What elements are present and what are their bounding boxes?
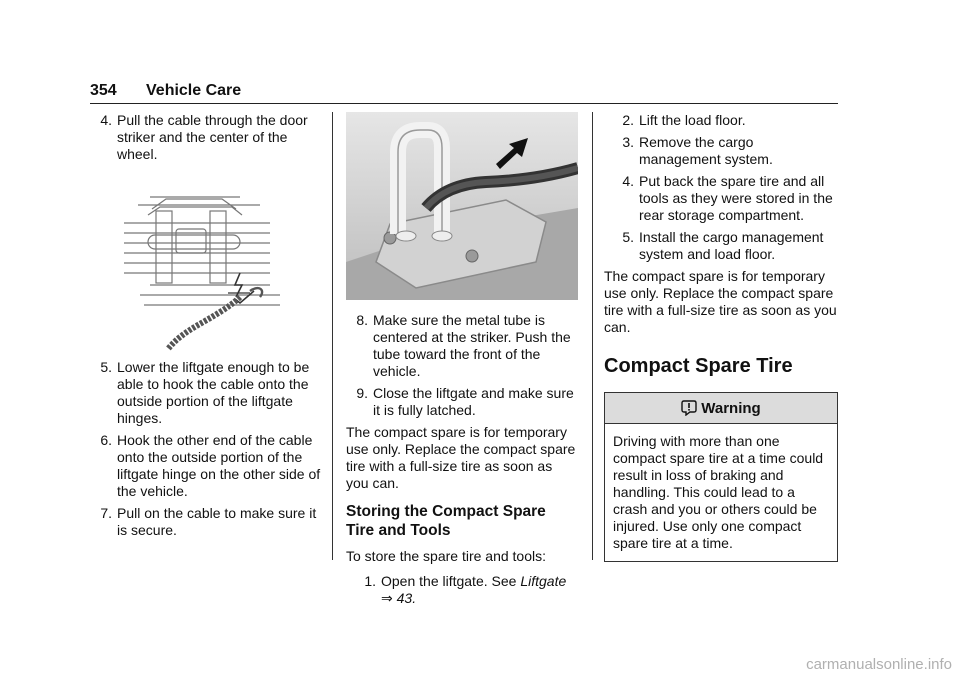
warning-title-bar [605,393,837,424]
step-5-lower-liftgate [90,359,324,427]
column-2 [346,112,578,612]
step-text: Lower the liftgate enough to be able to hook the cable onto the outside portion of the liftgate hinges. [117,359,310,426]
step-text: Put back the spare tire and all tools as they were stored in the rear storage compartment. [639,173,833,223]
page-number: 354 [90,82,117,99]
step-number: 8. [356,312,368,328]
step-text: Pull on the cable to make sure it is secure. [117,505,317,538]
step-3-remove-cargo-system [612,134,838,168]
step-number: 5. [100,359,112,375]
temporary-use-note: The compact spare is for temporary use only. Replace the compact spare tire with a full-size tire as soon as you can. [604,268,837,335]
warning-body: Driving with more than one compact spare tire at a time could result in loss of braking and handling. This could lead to a crash and you or others could be injured. Use only one compact spare tire at a time. [613,433,824,551]
column-3 [604,112,838,562]
step-text: Lift the load floor. [639,112,746,128]
step-9-close-liftgate [346,385,578,419]
step-text: Remove the cargo management system. [639,134,773,167]
step-number: 7. [100,505,112,521]
step-text: Hook the other end of the cable onto the outside portion of the liftgate hinge on the other side of the vehicle. [117,432,321,499]
step-text: Install the cargo management system and load floor. [639,229,824,262]
header-rule [90,103,838,104]
step-number: 2. [622,112,634,128]
compact-spare-tire-heading: Compact Spare Tire [604,355,793,377]
warning-icon [681,400,697,416]
column-1 [90,112,324,544]
step-1-open-liftgate [354,573,578,607]
step-text: Open the liftgate. See [381,573,521,589]
step-number: 4. [622,173,634,189]
column-divider-1 [332,112,333,560]
step-4-put-back-tire [612,173,838,224]
column-divider-2 [592,112,593,560]
page-header [90,82,838,104]
storing-spare-heading: Storing the Compact Spare Tire and Tools [346,503,546,539]
page-reference[interactable]: 43. [396,590,417,606]
watermark: carmanualsonline.info [806,656,952,673]
step-5-install-cargo-system [612,229,838,263]
step-text: Pull the cable through the door striker and the center of the wheel. [117,112,308,162]
step-number: 1. [364,573,376,589]
step-text: Make sure the metal tube is centered at the striker. Push the tube toward the front of the vehicle. [373,312,571,379]
step-7-pull-cable [90,505,324,539]
warning-box [604,392,838,562]
step-2-lift-load-floor [612,112,838,129]
temporary-use-note: The compact spare is for temporary use only. Replace the compact spare tire with a full-size tire as soon as you can. [346,424,576,491]
step-8-center-metal-tube [346,312,578,380]
striker-photo-illustration [346,112,578,300]
step-number: 4. [100,112,112,128]
storing-intro: To store the spare tire and tools: [346,548,546,564]
section-title: Vehicle Care [146,82,242,99]
step-number: 6. [100,432,112,448]
liftgate-link[interactable]: Liftgate [520,573,567,589]
page-reference-icon: ⇒ [381,590,393,606]
step-number: 5. [622,229,634,245]
step-number: 3. [622,134,634,150]
step-4-cable-through-striker [90,112,324,163]
step-text: Close the liftgate and make sure it is fully latched. [373,385,574,418]
step-6-hook-other-end [90,432,324,500]
step-number: 9. [356,385,368,401]
warning-title: Warning [701,399,761,417]
cable-hook-illustration [90,181,324,351]
